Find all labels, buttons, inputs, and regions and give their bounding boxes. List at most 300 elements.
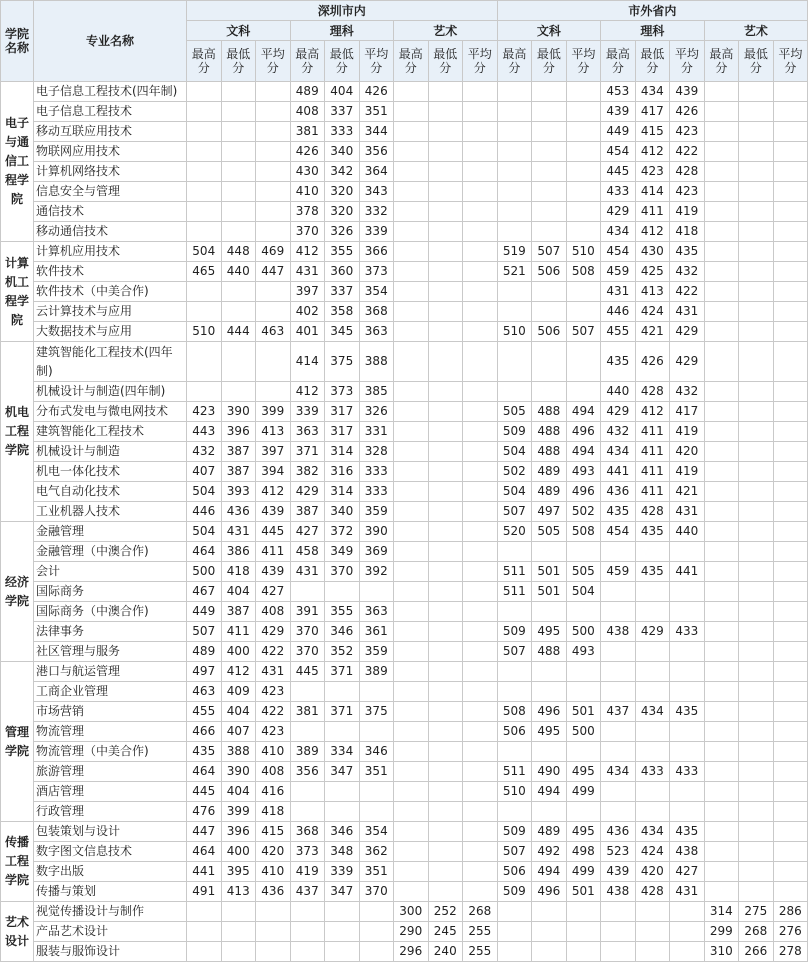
score-cell: 370 [325,562,360,582]
score-cell [566,902,601,922]
score-cell [463,222,498,242]
score-cell [394,242,429,262]
table-row [1,102,808,122]
score-cell: 375 [359,702,394,722]
score-cell [773,702,808,722]
score-cell: 511 [497,582,532,602]
score-cell [739,882,774,902]
score-cell [739,142,774,162]
score-cell [704,502,739,522]
score-cell: 391 [290,602,325,622]
score-cell: 488 [532,442,567,462]
score-cell: 314 [704,902,739,922]
score-cell [704,322,739,342]
score-cell: 404 [221,702,256,722]
region-header-province: 市外省内 [497,1,808,21]
score-cell [739,302,774,322]
score-cell [463,182,498,202]
score-cell [497,122,532,142]
score-cell [256,202,291,222]
score-cell [394,102,429,122]
score-cell [428,762,463,782]
score-cell [773,322,808,342]
score-cell: 390 [221,402,256,422]
score-cell [704,162,739,182]
score-cell [704,562,739,582]
score-cell [773,382,808,402]
score-cell [773,842,808,862]
score-type-header: 平均分 [256,41,291,82]
table-row [1,762,808,782]
table-row [1,302,808,322]
score-cell [187,902,222,922]
score-cell [739,162,774,182]
score-cell [601,642,636,662]
score-cell [359,722,394,742]
score-cell: 431 [221,522,256,542]
score-cell [256,102,291,122]
score-cell: 296 [394,942,429,962]
score-cell: 454 [601,522,636,542]
score-cell [187,162,222,182]
score-cell [463,662,498,682]
major-name-cell: 计算机网络技术 [34,162,187,182]
score-cell: 499 [566,782,601,802]
score-cell: 416 [256,782,291,802]
score-cell: 423 [670,122,705,142]
score-cell: 454 [601,142,636,162]
score-cell [359,682,394,702]
score-cell [532,282,567,302]
score-cell [428,582,463,602]
score-cell [739,202,774,222]
score-cell: 412 [290,242,325,262]
score-cell [187,282,222,302]
score-cell [359,802,394,822]
score-cell [256,922,291,942]
table-row [1,602,808,622]
score-cell: 435 [670,242,705,262]
score-cell [532,942,567,962]
score-cell [428,682,463,702]
score-cell [394,542,429,562]
score-cell: 508 [566,262,601,282]
score-cell: 386 [221,542,256,562]
score-cell [394,382,429,402]
score-cell [497,662,532,682]
score-cell [635,682,670,702]
category-header-liberal-arts: 文科 [497,21,601,41]
score-cell [394,822,429,842]
score-cell: 495 [532,622,567,642]
score-cell: 445 [601,162,636,182]
score-cell: 446 [187,502,222,522]
score-cell [290,922,325,942]
table-row [1,582,808,602]
score-cell [290,682,325,702]
score-type-header: 最高分 [290,41,325,82]
score-cell: 507 [187,622,222,642]
score-cell: 437 [290,882,325,902]
score-cell: 429 [670,322,705,342]
score-type-header: 最低分 [325,41,360,82]
score-type-header: 最高分 [187,41,222,82]
score-type-header: 平均分 [773,41,808,82]
score-cell [566,382,601,402]
score-cell: 255 [463,942,498,962]
table-row [1,862,808,882]
score-cell [670,722,705,742]
score-cell: 476 [187,802,222,822]
score-cell [256,162,291,182]
major-name-cell: 机械设计与制造(四年制) [34,382,187,402]
score-cell [773,462,808,482]
score-cell [497,202,532,222]
score-cell: 420 [670,442,705,462]
score-cell [394,342,429,382]
score-cell [256,942,291,962]
score-type-header: 最低分 [532,41,567,82]
score-cell: 519 [497,242,532,262]
score-cell: 497 [187,662,222,682]
score-cell [463,522,498,542]
score-cell: 506 [497,862,532,882]
score-cell: 509 [497,882,532,902]
score-cell: 388 [221,742,256,762]
score-cell: 368 [290,822,325,842]
score-cell [428,622,463,642]
score-cell: 421 [670,482,705,502]
score-cell: 397 [290,282,325,302]
score-cell [221,122,256,142]
score-cell: 428 [635,382,670,402]
score-cell [739,402,774,422]
score-cell [739,862,774,882]
score-cell: 320 [325,202,360,222]
score-cell: 510 [187,322,222,342]
score-type-header: 最高分 [497,41,532,82]
score-cell: 434 [635,822,670,842]
score-cell: 355 [325,242,360,262]
score-cell: 508 [497,702,532,722]
score-cell [601,602,636,622]
score-cell: 255 [463,922,498,942]
score-cell [635,542,670,562]
score-cell [566,682,601,702]
score-cell [394,702,429,722]
score-cell: 422 [256,702,291,722]
score-cell: 276 [773,922,808,942]
score-cell: 496 [566,482,601,502]
score-cell [704,642,739,662]
score-cell: 434 [601,222,636,242]
score-cell [566,282,601,302]
score-cell [532,922,567,942]
table-row [1,842,808,862]
table-row [1,642,808,662]
score-cell [463,82,498,102]
score-cell: 445 [290,662,325,682]
score-cell [773,602,808,622]
score-cell [704,822,739,842]
score-cell: 411 [256,542,291,562]
score-cell [497,282,532,302]
score-cell [670,682,705,702]
score-cell: 361 [359,622,394,642]
score-cell: 423 [670,182,705,202]
score-cell: 411 [221,622,256,642]
score-cell [256,342,291,382]
score-cell [635,662,670,682]
score-cell [187,942,222,962]
score-cell [601,902,636,922]
score-cell [601,542,636,562]
score-cell [428,222,463,242]
score-cell: 412 [635,402,670,422]
score-cell [704,462,739,482]
score-cell [566,662,601,682]
score-cell [394,582,429,602]
score-cell [359,942,394,962]
score-cell [739,122,774,142]
score-cell [394,562,429,582]
score-cell [497,902,532,922]
score-cell [428,882,463,902]
score-cell: 411 [635,442,670,462]
score-cell: 414 [635,182,670,202]
score-cell: 387 [221,442,256,462]
score-cell: 373 [290,842,325,862]
major-name-cell: 市场营销 [34,702,187,722]
region-header-shenzhen: 深圳市内 [187,1,498,21]
score-cell [428,702,463,722]
score-cell: 355 [325,602,360,622]
score-cell [428,642,463,662]
score-cell [497,302,532,322]
major-name-cell: 计算机应用技术 [34,242,187,262]
score-cell: 334 [325,742,360,762]
table-row [1,482,808,502]
score-cell [428,122,463,142]
score-cell: 495 [532,722,567,742]
table-row [1,742,808,762]
score-cell: 332 [359,202,394,222]
score-cell [394,742,429,762]
score-cell: 489 [532,482,567,502]
score-cell: 352 [325,642,360,662]
score-cell [773,722,808,742]
score-cell: 410 [256,742,291,762]
score-cell: 411 [635,422,670,442]
table-row [1,682,808,702]
score-cell [497,742,532,762]
score-cell [670,922,705,942]
major-name-cell: 行政管理 [34,802,187,822]
score-cell: 438 [670,842,705,862]
score-cell [187,102,222,122]
score-cell: 425 [635,262,670,282]
score-cell [497,142,532,162]
score-cell [773,482,808,502]
score-cell: 420 [256,842,291,862]
score-cell: 500 [187,562,222,582]
score-cell: 454 [601,242,636,262]
score-cell: 372 [325,522,360,542]
table-row [1,282,808,302]
score-cell: 504 [187,482,222,502]
category-header-liberal-arts: 文科 [187,21,291,41]
score-cell [739,782,774,802]
score-cell [325,582,360,602]
score-cell: 418 [221,562,256,582]
score-cell: 359 [359,502,394,522]
score-cell [670,542,705,562]
score-cell [704,182,739,202]
score-cell: 507 [566,322,601,342]
score-cell: 464 [187,542,222,562]
score-cell: 418 [256,802,291,822]
score-cell: 351 [359,862,394,882]
score-cell [739,422,774,442]
score-cell [359,902,394,922]
score-cell: 333 [359,482,394,502]
score-cell: 439 [601,862,636,882]
score-cell: 363 [359,322,394,342]
score-cell [428,482,463,502]
score-cell: 400 [221,842,256,862]
score-cell [256,282,291,302]
score-cell [463,382,498,402]
score-cell [739,262,774,282]
score-cell [187,922,222,942]
score-cell [739,742,774,762]
score-cell [463,482,498,502]
table-row [1,322,808,342]
score-cell [428,562,463,582]
table-row [1,422,808,442]
score-cell [463,102,498,122]
score-cell: 363 [290,422,325,442]
score-cell: 455 [601,322,636,342]
score-cell: 333 [359,462,394,482]
score-cell [704,802,739,822]
score-cell [773,282,808,302]
score-cell [532,122,567,142]
score-cell [704,662,739,682]
score-cell: 521 [497,262,532,282]
score-cell: 443 [187,422,222,442]
score-cell [739,342,774,382]
score-cell [463,762,498,782]
table-row [1,882,808,902]
score-cell: 433 [670,762,705,782]
score-cell [566,742,601,762]
score-cell: 495 [566,822,601,842]
score-cell [394,322,429,342]
category-header-science: 理科 [290,21,394,41]
score-cell [428,822,463,842]
score-cell: 432 [601,422,636,442]
score-cell [704,782,739,802]
score-cell: 337 [325,282,360,302]
score-cell [325,942,360,962]
score-cell [739,822,774,842]
major-name-cell: 物流管理 [34,722,187,742]
major-header: 专业名称 [34,1,187,82]
score-cell: 435 [670,822,705,842]
score-cell: 496 [532,882,567,902]
score-cell: 488 [532,422,567,442]
score-cell [532,102,567,122]
score-cell [290,802,325,822]
score-cell [532,542,567,562]
score-cell [463,722,498,742]
score-cell: 412 [635,222,670,242]
score-cell [773,762,808,782]
score-cell: 354 [359,282,394,302]
score-cell: 433 [670,622,705,642]
score-cell: 436 [221,502,256,522]
score-cell [187,122,222,142]
score-cell: 493 [566,642,601,662]
score-cell [463,602,498,622]
score-cell [704,722,739,742]
score-cell: 440 [670,522,705,542]
score-cell [704,402,739,422]
score-cell: 463 [256,322,291,342]
score-cell: 411 [635,462,670,482]
score-cell [325,682,360,702]
score-cell [463,142,498,162]
score-cell [463,542,498,562]
major-name-cell: 港口与航运管理 [34,662,187,682]
score-cell: 506 [497,722,532,742]
score-cell: 371 [325,662,360,682]
score-cell: 449 [601,122,636,142]
score-cell: 432 [670,262,705,282]
score-cell [394,482,429,502]
score-cell: 431 [601,282,636,302]
table-row [1,922,808,942]
score-cell [704,842,739,862]
score-cell [325,902,360,922]
college-name-cell: 管理学院 [1,662,34,822]
score-cell: 240 [428,942,463,962]
score-cell [463,262,498,282]
score-cell [394,882,429,902]
score-type-header: 平均分 [566,41,601,82]
score-cell [497,82,532,102]
score-cell [773,802,808,822]
score-cell: 446 [601,302,636,322]
major-name-cell: 云计算技术与应用 [34,302,187,322]
score-cell: 399 [256,402,291,422]
score-cell: 432 [187,442,222,462]
score-cell [704,602,739,622]
score-cell: 387 [221,602,256,622]
score-cell [704,102,739,122]
score-cell [463,462,498,482]
score-cell: 438 [601,882,636,902]
score-cell: 412 [635,142,670,162]
score-cell [221,302,256,322]
score-cell [566,302,601,322]
score-cell: 426 [290,142,325,162]
score-cell [187,142,222,162]
major-name-cell: 移动互联应用技术 [34,122,187,142]
score-type-header: 最高分 [601,41,636,82]
score-cell: 489 [532,822,567,842]
